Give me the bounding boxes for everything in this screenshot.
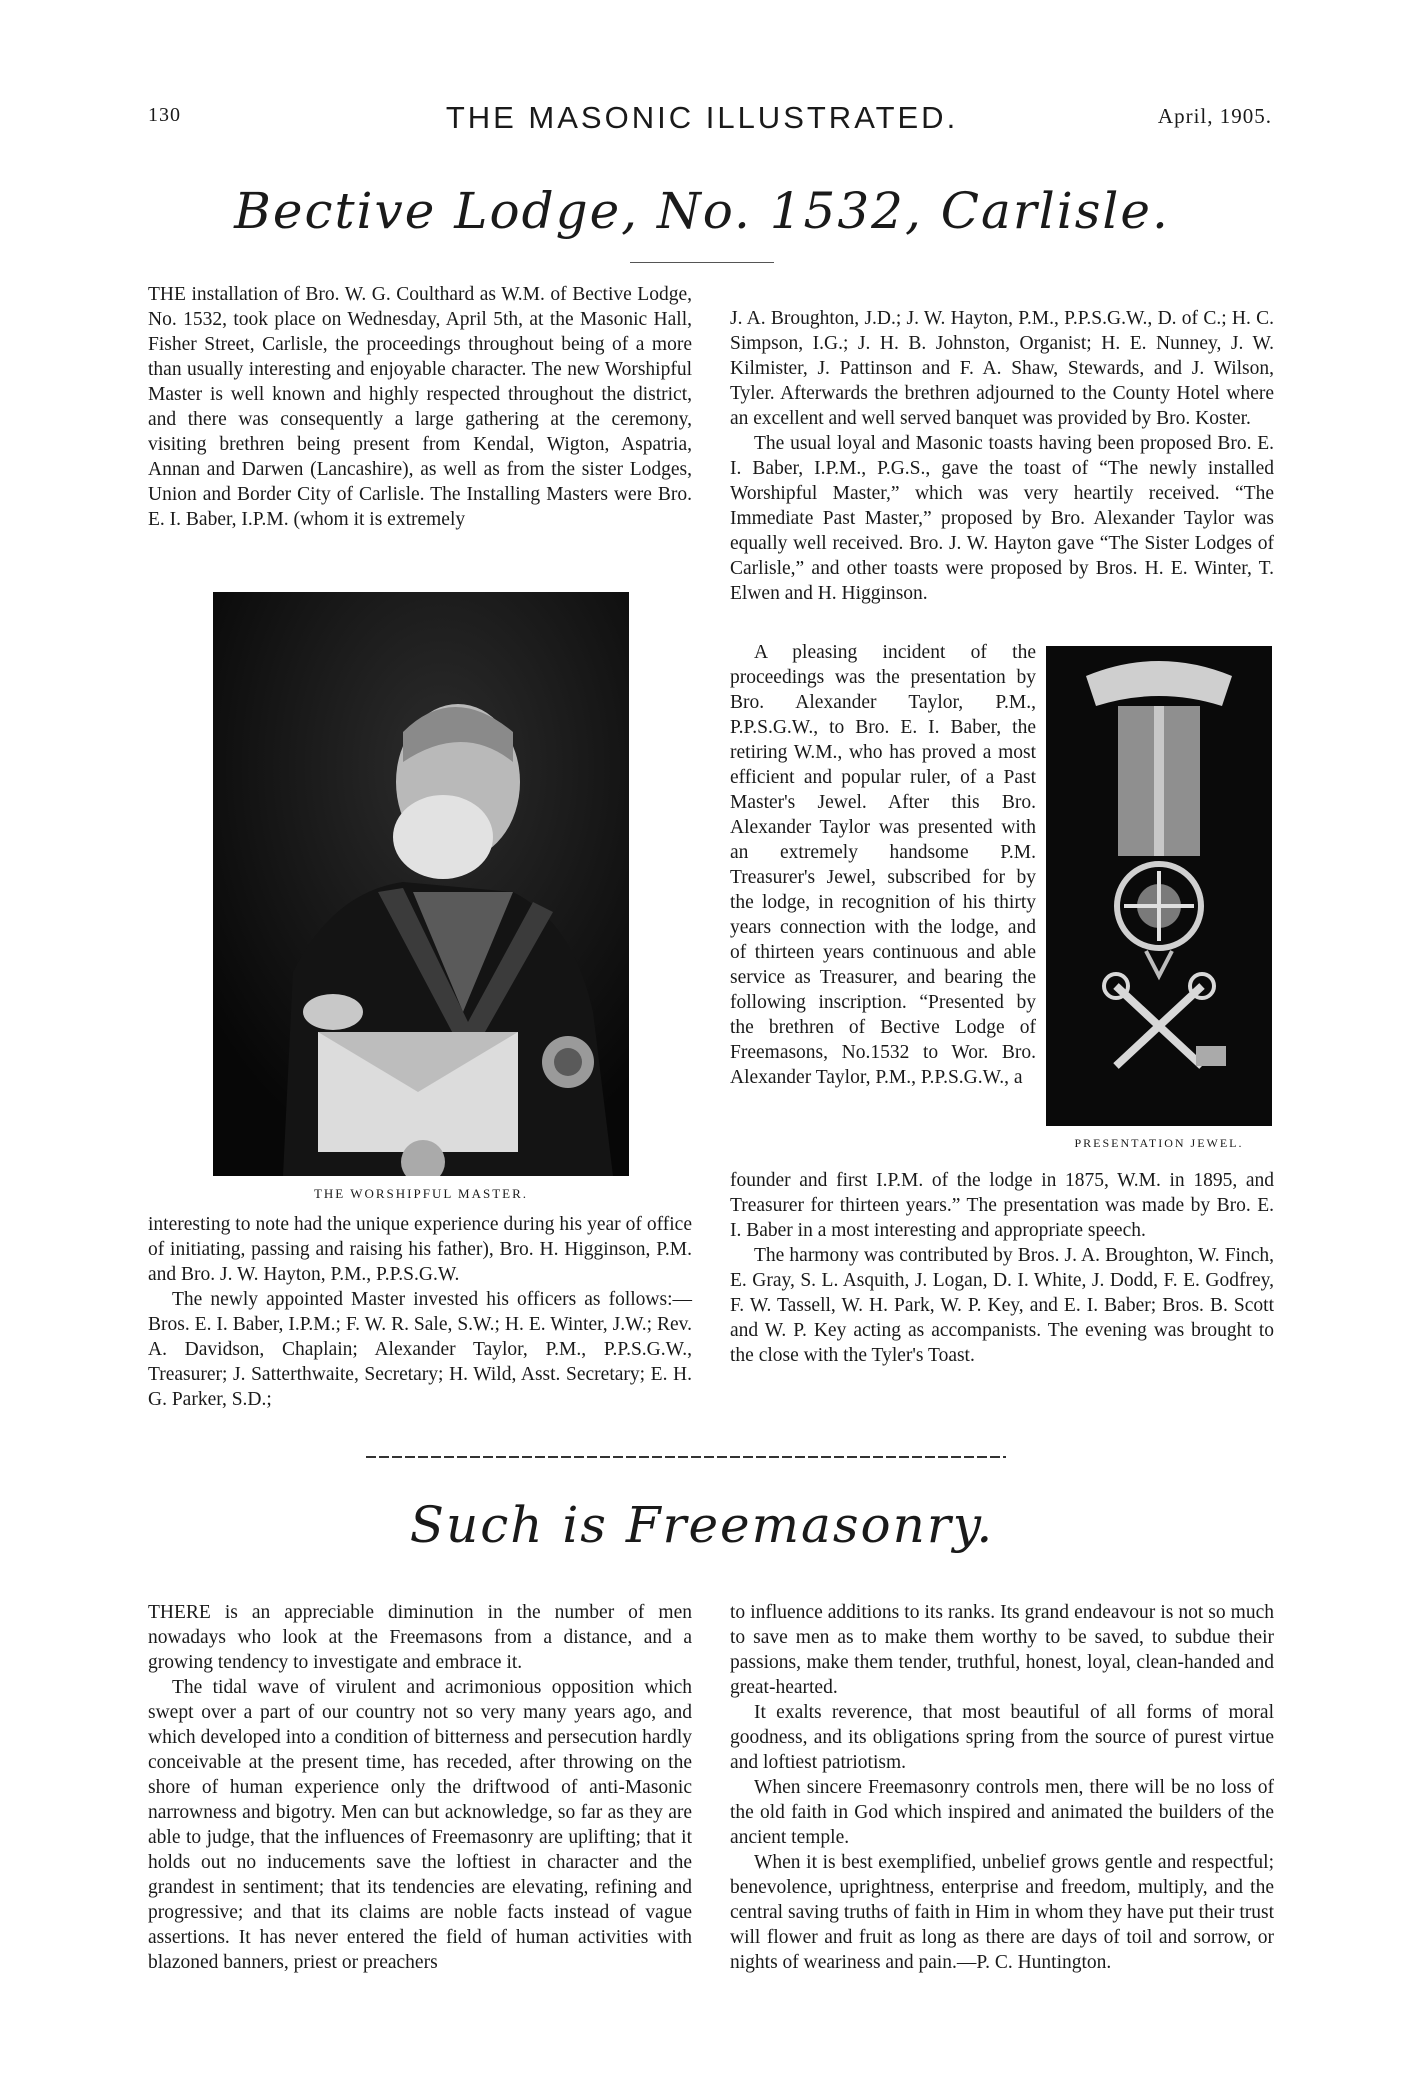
article2-paragraph-5: When sincere Freemasonry controls men, there will be no loss of the old faith in God which inspired and animated the builders of the ancient temple. [730, 1777, 1274, 1848]
article1-left-col-top [148, 282, 692, 532]
magazine-title: THE MASONIC ILLUSTRATED. [445, 100, 959, 135]
article2-left-col [148, 1600, 692, 1975]
article2-paragraph-1: THERE is an appreciable diminution in the number of men nowadays who look at the Freemasons from a distance, and a growing tendency to investigate and embrace it. [148, 1602, 692, 1673]
article-title-such-is-freemasonry: Such is Freemasonry. [409, 1496, 995, 1554]
jewel-caption: PRESENTATION JEWEL. [1074, 1136, 1244, 1150]
article1-paragraph-6: A pleasing incident of the proceedings was the presentation by Bro. Alexander Taylor, P.M., P.P.S.G.W., to Bro. E. I. Baber, the retiring W.M., who has proved a most efficient and popular ruler, of a Past Master's Jewel. After this Bro. Alexander Taylor was presented with an extremely handsome P.M. Treasurer's Jewel, subscribed for by the lodge, in recognition of his thirty years connection with the lodge, and of thirteen years continuous and able service as Treasurer, and bearing the following inscription. “Presented by the brethren of Bective Lodge of Freemasons, No.1532 to Wor. Bro. Alexander Taylor, P.M., P.P.S.G.W., a [730, 642, 1036, 1088]
page-number: 130 [148, 104, 181, 126]
article2-paragraph-2: The tidal wave of virulent and acrimonious opposition which swept over a part of our country not so very many years ago, and which developed into a condition of bitterness and persecution hardly conceivable at the present time, has receded, after throwing on the shore of human experience only the driftwood of anti-Masonic narrowness and bigotry. Men can but acknowledge, so far as they are able to judge, that the influences of Freemasonry are uplifting; that it holds out no inducements save the loftiest in character and the grandest in sentiment; that its tendencies are elevating, refining and progressive; and that its claims are noble facts instead of vague assertions. It has never entered the field of human activities with blazoned banners, priest or preachers [148, 1677, 692, 1973]
article1-paragraph-1: THE installation of Bro. W. G. Coulthard as W.M. of Bective Lodge, No. 1532, took place on Wednesday, April 5th, at the Masonic Hall, Fisher Street, Carlisle, the proceedings throughout being of a more than usually interesting and enjoyable character. The new Worshipful Master is well known and highly respected throughout the district, and there was consequently a large gathering at the ceremony, visiting brethren being present from Kendal, Wigton, Aspatria, Annan and Darwen (Lancashire), as well as from the sister Lodges, Union and Border City of Carlisle. The Installing Masters were Bro. E. I. Baber, I.P.M. (whom it is extremely [148, 284, 692, 530]
section-divider [366, 1456, 1006, 1458]
article1-paragraph-8: The harmony was contributed by Bros. J. A. Broughton, W. Finch, E. Gray, S. L. Asquith, J. Logan, D. I. White, J. Dodd, F. E. Godfrey, F. W. Tassell, W. H. Park, W. P. Key, and E. I. Baber; Bros. B. Scott and W. P. Key acting as accompanists. The evening was brought to the close with the Tyler's Toast. [730, 1245, 1274, 1366]
article1-paragraph-3: The newly appointed Master invested his officers as follows:—Bros. E. I. Baber, I.P.M.; F. W. R. Sale, S.W.; H. E. Winter, J.W.; Rev. A. Davidson, Chaplain; Alexander Taylor, P.M., P.P.S.G.W., Treasurer; J. Satterthwaite, Secretary; H. Wild, Asst. Secretary; E. H. G. Parker, S.D.; [148, 1289, 692, 1410]
presentation-jewel-photo [1046, 646, 1272, 1126]
article-title-bective-lodge: Bective Lodge, No. 1532, Carlisle. [234, 182, 1170, 240]
issue-date: April, 1905. [1157, 104, 1272, 128]
article2-right-col [730, 1600, 1274, 1975]
worshipful-master-photo [213, 592, 629, 1176]
portrait-illustration [213, 592, 629, 1176]
article2-paragraph-4: It exalts reverence, that most beautiful of all forms of moral goodness, and its obligations spring from the source of purest virtue and loftiest patriotism. [730, 1702, 1274, 1773]
article2-paragraph-6: When it is best exemplified, unbelief grows gentle and respectful; benevolence, uprightness, enterprise and freedom, multiply, and the central saving truths of faith in Him in whom they have put their trust will flower and fruit as long as there are days of toil and sorrow, or nights of weariness and pain.—P. C. Huntington. [730, 1852, 1274, 1973]
article1-left-col-bottom [148, 1212, 692, 1412]
jewel-illustration [1046, 646, 1272, 1126]
article1-right-col-top [730, 306, 1274, 606]
title-rule [630, 262, 774, 263]
portrait-caption: THE WORSHIPFUL MASTER. [313, 1186, 529, 1201]
article1-paragraph-2: interesting to note had the unique experience during his year of office of initiating, passing and raising his father), Bro. H. Higginson, P.M. and Bro. J. W. Hayton, P.M., P.P.S.G.W. [148, 1214, 692, 1285]
article1-paragraph-4: J. A. Broughton, J.D.; J. W. Hayton, P.M., P.P.S.G.W., D. of C.; H. C. Simpson, I.G.; J. H. B. Johnston, Organist; H. E. Nunney, J. W. Kilmister, J. Pattinson and F. A. Shaw, Stewards, and J. Wilson, Tyler. Afterwards the brethren adjourned to the County Hotel where an excellent and well served banquet was provided by Bro. Koster. [730, 308, 1274, 429]
article1-paragraph-5: The usual loyal and Masonic toasts having been proposed Bro. E. I. Baber, I.P.M., P.G.S., gave the toast of “The newly installed Worshipful Master,” which was very heartily received. “The Immediate Past Master,” proposed by Bro. Alexander Taylor was equally well received. Bro. J. W. Hayton gave “The Sister Lodges of Carlisle,” and other toasts were proposed by Bros. H. E. Winter, T. Elwen and H. Higginson. [730, 433, 1274, 604]
article1-paragraph-7: founder and first I.P.M. of the lodge in 1875, W.M. in 1895, and Treasurer for thirteen years.” The presentation was made by Bro. E. I. Baber in a most interesting and appropriate speech. [730, 1170, 1274, 1241]
article1-right-col-narrow [730, 640, 1036, 1090]
article2-paragraph-3: to influence additions to its ranks. Its grand endeavour is not so much to save men as to make them worthy to be saved, to subdue their passions, make them tender, truthful, honest, loyal, clean-handed and great-hearted. [730, 1602, 1274, 1698]
article1-right-col-bottom [730, 1168, 1274, 1368]
